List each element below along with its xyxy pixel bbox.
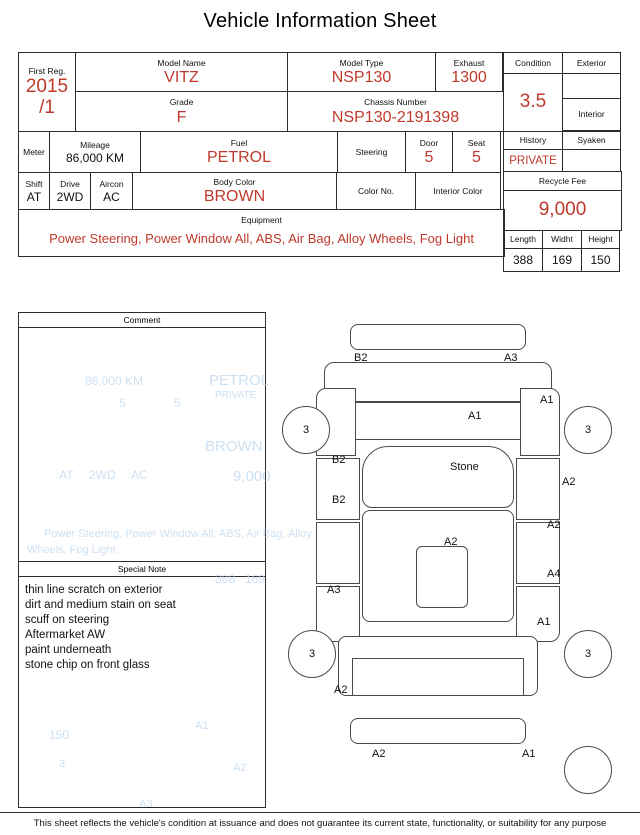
syaken-label: Syaken bbox=[577, 135, 606, 146]
watermark-text: A2 bbox=[233, 762, 247, 774]
shift-cell bbox=[18, 172, 50, 210]
chassis-label: Chassis Number bbox=[364, 97, 427, 108]
condition-value-cell bbox=[503, 73, 563, 132]
watermark-text: PRIVATE bbox=[215, 390, 257, 401]
watermark-text: A3 bbox=[139, 798, 153, 810]
vehicle-damage-diagram bbox=[272, 306, 624, 806]
equipment-label: Equipment bbox=[241, 215, 282, 226]
exhaust-cell bbox=[435, 52, 503, 92]
condition-label: Condition bbox=[515, 57, 551, 68]
spare-wheel bbox=[564, 746, 612, 794]
page-title: Vehicle Information Sheet bbox=[203, 10, 437, 32]
width-value: 169 bbox=[551, 253, 573, 267]
wheel-front-left-grade: 3 bbox=[302, 424, 310, 436]
syaken-value-cell bbox=[562, 149, 621, 172]
syaken-label-cell bbox=[562, 131, 621, 150]
damage-mark: A3 bbox=[504, 352, 518, 364]
left-rear-door-panel bbox=[316, 522, 360, 584]
condition-value: 3.5 bbox=[519, 91, 547, 113]
watermark-text: 5 bbox=[119, 396, 126, 410]
length-value-cell bbox=[503, 248, 543, 272]
windshield-panel bbox=[338, 402, 538, 440]
model-type-cell bbox=[287, 52, 436, 92]
door-value: 5 bbox=[424, 149, 434, 167]
height-value: 150 bbox=[590, 253, 611, 267]
special-note-line: thin line scratch on exterior bbox=[25, 584, 163, 596]
damage-mark: A2 bbox=[547, 519, 561, 531]
wheel-front-right-grade: 3 bbox=[584, 424, 592, 436]
door-cell bbox=[405, 131, 453, 173]
watermark-text: Power Steering, Power Window All, ABS, Air Bag, Alloy bbox=[44, 528, 312, 540]
interior-label: Interior bbox=[578, 109, 605, 120]
drive-label: Drive bbox=[60, 178, 80, 189]
watermark-text: AT bbox=[59, 468, 74, 482]
height-label: Height bbox=[588, 234, 613, 245]
footer-disclaimer: This sheet reflects the vehicle's condition at issuance and does not guarantee its current state, functionality, or suitability for any purpose bbox=[0, 812, 640, 829]
wheel-front-left bbox=[282, 406, 330, 454]
history-label-cell bbox=[503, 131, 563, 150]
first-reg-year: 2015 bbox=[25, 76, 69, 98]
model-name-cell bbox=[75, 52, 288, 92]
comment-header: Comment bbox=[19, 313, 265, 328]
grade-cell bbox=[75, 91, 288, 132]
grade-value: F bbox=[176, 108, 187, 126]
wheel-rear-left bbox=[288, 630, 336, 678]
special-note-line: scuff on steering bbox=[25, 614, 110, 626]
width-value-cell bbox=[542, 248, 582, 272]
hood-panel bbox=[324, 362, 552, 402]
recycle-fee-value-cell bbox=[503, 190, 622, 231]
model-type-value: NSP130 bbox=[331, 69, 392, 87]
fuel-label: Fuel bbox=[230, 137, 248, 148]
width-label-cell bbox=[542, 230, 582, 249]
special-note-box bbox=[18, 562, 266, 808]
left-front-door-panel bbox=[316, 458, 360, 520]
history-value-cell bbox=[503, 149, 563, 172]
damage-mark: Stone bbox=[450, 461, 479, 473]
watermark-text: 2WD bbox=[89, 468, 116, 482]
width-label: Widht bbox=[551, 234, 573, 245]
interior-cell bbox=[562, 98, 621, 131]
length-label-cell bbox=[503, 230, 543, 249]
special-note-body bbox=[19, 577, 265, 807]
damage-mark: B2 bbox=[332, 454, 346, 466]
steering-cell bbox=[337, 131, 406, 173]
damage-mark: A2 bbox=[372, 748, 386, 760]
right-rear-quarter-panel bbox=[516, 586, 560, 642]
steering-label: Steering bbox=[355, 146, 388, 157]
model-type-label: Model Type bbox=[339, 57, 384, 68]
body-color-value: BROWN bbox=[203, 188, 266, 206]
shift-value: AT bbox=[26, 190, 42, 205]
front-bumper-panel bbox=[350, 324, 526, 350]
damage-mark: A3 bbox=[327, 584, 341, 596]
condition-summary-table bbox=[503, 52, 621, 271]
fuel-cell bbox=[140, 131, 338, 173]
damage-mark: A1 bbox=[537, 616, 551, 628]
mileage-label: Mileage bbox=[80, 139, 110, 150]
length-value: 388 bbox=[512, 253, 534, 267]
wheel-rear-left-grade: 3 bbox=[308, 648, 316, 660]
wheel-rear-right-grade: 3 bbox=[584, 648, 592, 660]
door-label: Door bbox=[419, 137, 439, 148]
special-note-line: dirt and medium stain on seat bbox=[25, 599, 176, 611]
special-note-line: paint underneath bbox=[25, 644, 112, 656]
first-reg-cell bbox=[18, 52, 76, 132]
fuel-value: PETROL bbox=[206, 149, 271, 167]
mileage-value: 86,000 KM bbox=[65, 151, 125, 166]
meter-label: Meter bbox=[23, 146, 45, 157]
exterior-label: Exterior bbox=[576, 57, 607, 68]
damage-mark: A1 bbox=[540, 394, 554, 406]
aircon-value: AC bbox=[103, 190, 120, 205]
meter-cell bbox=[18, 131, 50, 173]
exhaust-label: Exhaust bbox=[453, 57, 485, 68]
color-no-cell bbox=[336, 172, 416, 210]
height-value-cell bbox=[581, 248, 620, 272]
wheel-rear-right bbox=[564, 630, 612, 678]
watermark-text: AC bbox=[131, 468, 148, 482]
rear-window-panel bbox=[416, 546, 468, 608]
body-color-cell bbox=[132, 172, 337, 210]
damage-mark: A2 bbox=[444, 536, 458, 548]
height-label-cell bbox=[581, 230, 620, 249]
watermark-text: PETROL bbox=[209, 372, 270, 389]
rear-bumper-panel bbox=[350, 718, 526, 744]
watermark-text: 169 bbox=[245, 572, 266, 586]
damage-mark: A4 bbox=[547, 568, 561, 580]
watermark-text: BROWN bbox=[205, 438, 263, 455]
damage-mark: A1 bbox=[468, 410, 482, 422]
chassis-cell bbox=[287, 91, 504, 132]
body-color-label: Body Color bbox=[213, 176, 256, 187]
exterior-value-cell bbox=[562, 73, 621, 99]
shift-label: Shift bbox=[25, 178, 43, 189]
interior-color-label: Interior Color bbox=[433, 185, 483, 196]
history-label: History bbox=[519, 135, 547, 146]
drive-value: 2WD bbox=[56, 190, 84, 205]
seat-cell bbox=[452, 131, 501, 173]
equipment-value: Power Steering, Power Window All, ABS, Air Bag, Alloy Wheels, Fog Light bbox=[49, 230, 474, 246]
aircon-cell bbox=[90, 172, 133, 210]
damage-mark: B2 bbox=[332, 494, 346, 506]
chassis-value: NSP130-2191398 bbox=[331, 108, 460, 126]
watermark-text: 388 bbox=[215, 572, 236, 586]
length-label: Length bbox=[510, 234, 536, 245]
drive-cell bbox=[49, 172, 91, 210]
equipment-cell bbox=[18, 209, 505, 257]
seat-label: Seat bbox=[467, 137, 486, 148]
damage-mark: B2 bbox=[354, 352, 368, 364]
grade-label: Grade bbox=[169, 97, 194, 108]
watermark-text: 86,000 KM bbox=[85, 374, 144, 388]
watermark-text: A1 bbox=[195, 720, 209, 732]
right-front-door-panel bbox=[516, 458, 560, 520]
special-note-line: stone chip on front glass bbox=[25, 659, 150, 671]
history-value: PRIVATE bbox=[509, 154, 557, 167]
exterior-label-cell bbox=[562, 52, 621, 74]
damage-mark: A2 bbox=[562, 476, 576, 488]
damage-mark: A2 bbox=[334, 684, 348, 696]
watermark-text: 5 bbox=[174, 396, 181, 410]
recycle-fee-label: Recycle Fee bbox=[538, 175, 587, 186]
watermark-text: 150 bbox=[49, 728, 70, 742]
aircon-label: Aircon bbox=[99, 178, 124, 189]
trunk-lid-panel bbox=[352, 658, 524, 696]
damage-mark: A1 bbox=[522, 748, 536, 760]
special-note-line: Aftermarket AW bbox=[25, 629, 106, 641]
top-info-block bbox=[18, 52, 622, 271]
watermark-text: 3 bbox=[59, 758, 66, 770]
seat-value: 5 bbox=[472, 149, 481, 167]
special-note-header: Special Note bbox=[19, 562, 265, 577]
color-no-label: Color No. bbox=[358, 185, 394, 196]
roof-panel bbox=[362, 446, 514, 508]
recycle-fee-label-cell bbox=[503, 171, 622, 191]
recycle-fee-value: 9,000 bbox=[538, 199, 587, 221]
first-reg-month: /1 bbox=[39, 97, 55, 119]
mileage-cell bbox=[49, 131, 141, 173]
first-reg-label: First Reg. bbox=[28, 65, 66, 76]
wheel-front-right bbox=[564, 406, 612, 454]
comment-and-note-column bbox=[18, 312, 312, 810]
condition-label-cell bbox=[503, 52, 563, 74]
vehicle-details-table bbox=[18, 52, 504, 271]
watermark-text: 9,000 bbox=[233, 468, 271, 485]
model-name-value: VITZ bbox=[164, 69, 199, 87]
interior-color-cell bbox=[415, 172, 501, 210]
exhaust-value: 1300 bbox=[451, 69, 487, 87]
watermark-text: Wheels, Fog Light bbox=[27, 544, 116, 556]
model-name-label: Model Name bbox=[157, 57, 206, 68]
